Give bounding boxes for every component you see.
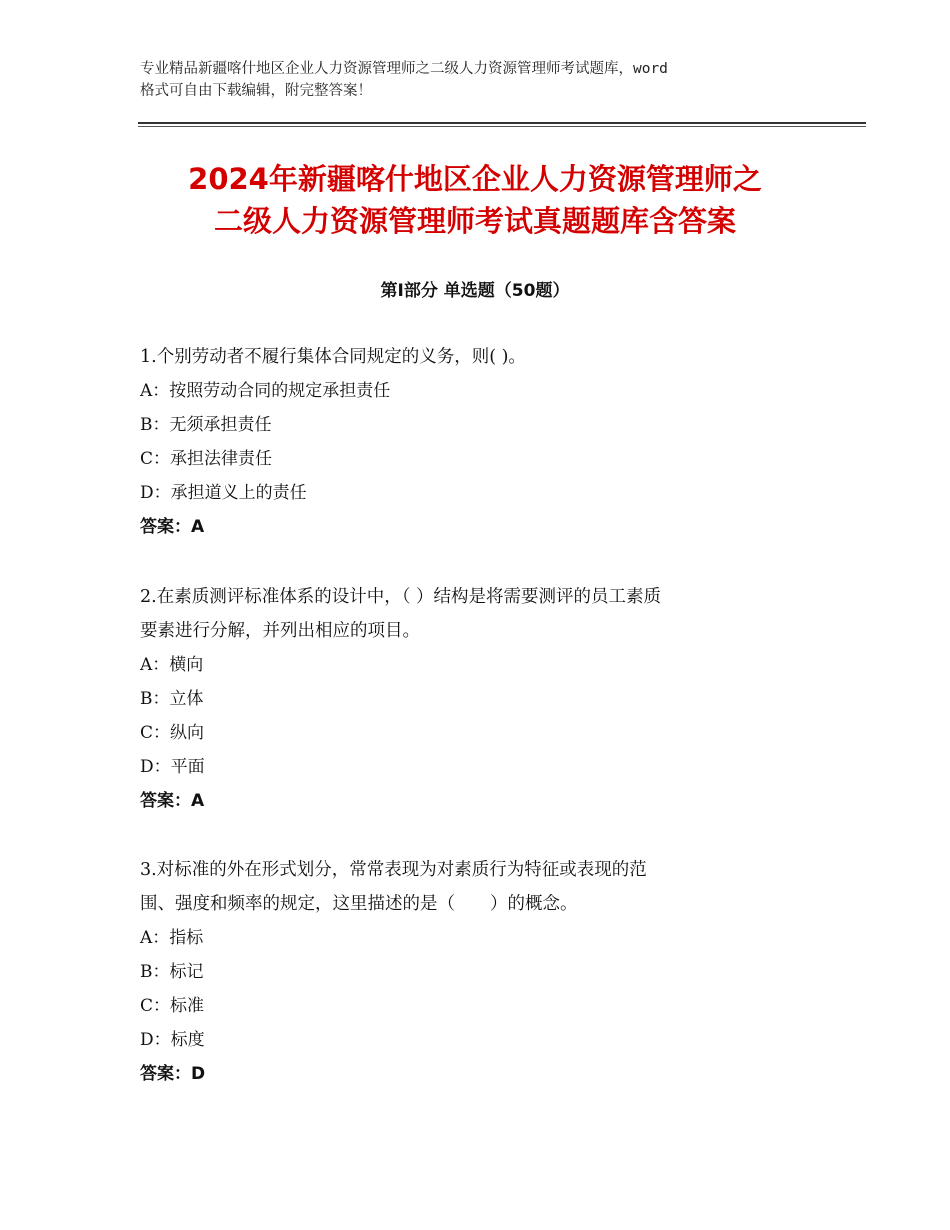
document-title-line-2: 二级人力资源管理师考试真题题库含答案 bbox=[213, 204, 736, 238]
question-3-stem-line-1: 3.对标准的外在形式划分，常常表现为对素质行为特征或表现的范 bbox=[140, 860, 647, 880]
question-1-option-d: D：承担道义上的责任 bbox=[140, 483, 307, 503]
question-2-stem-line-2: 要素进行分解，并列出相应的项目。 bbox=[140, 621, 420, 641]
header-divider-thin bbox=[138, 126, 866, 127]
header-note-line-1: 专业精品新疆喀什地区企业人力资源管理师之二级人力资源管理师考试题库，word bbox=[140, 61, 668, 77]
question-2-stem-line-1: 2.在素质测评标准体系的设计中，（ ）结构是将需要测评的员工素质 bbox=[140, 587, 662, 607]
question-1-stem: 1.个别劳动者不履行集体合同规定的义务，则( )。 bbox=[140, 347, 526, 367]
question-1-answer: 答案：A bbox=[140, 517, 205, 537]
question-2-option-c: C：纵向 bbox=[140, 723, 205, 743]
question-1-option-b: B：无须承担责任 bbox=[140, 415, 272, 435]
question-3-option-b: B：标记 bbox=[140, 962, 204, 982]
question-2-option-b: B：立体 bbox=[140, 689, 204, 709]
question-3-option-a: A：指标 bbox=[140, 928, 204, 948]
question-2-option-d: D：平面 bbox=[140, 757, 205, 777]
header-divider-thick bbox=[138, 122, 866, 124]
question-2-option-a: A：横向 bbox=[140, 655, 204, 675]
question-1 bbox=[140, 340, 830, 544]
question-3-option-c: C：标准 bbox=[140, 996, 205, 1016]
question-1-option-c: C：承担法律责任 bbox=[140, 449, 273, 469]
document-title-line-1: 2024年新疆喀什地区企业人力资源管理师之 bbox=[188, 162, 762, 196]
question-2-answer: 答案：A bbox=[140, 791, 205, 811]
header-note-line-2: 格式可自由下载编辑，附完整答案！ bbox=[140, 83, 372, 99]
question-3-stem-line-2: 围、强度和频率的规定，这里描述的是（ ）的概念。 bbox=[140, 894, 578, 914]
question-3-answer: 答案：D bbox=[140, 1064, 206, 1084]
question-3 bbox=[140, 853, 830, 1091]
document-title bbox=[100, 158, 850, 242]
question-3-option-d: D：标度 bbox=[140, 1030, 205, 1050]
question-2 bbox=[140, 580, 830, 818]
header-note bbox=[140, 58, 830, 102]
question-1-option-a: A：按照劳动合同的规定承担责任 bbox=[140, 381, 391, 401]
section-heading: 第Ⅰ部分 单选题（50题） bbox=[380, 281, 570, 301]
